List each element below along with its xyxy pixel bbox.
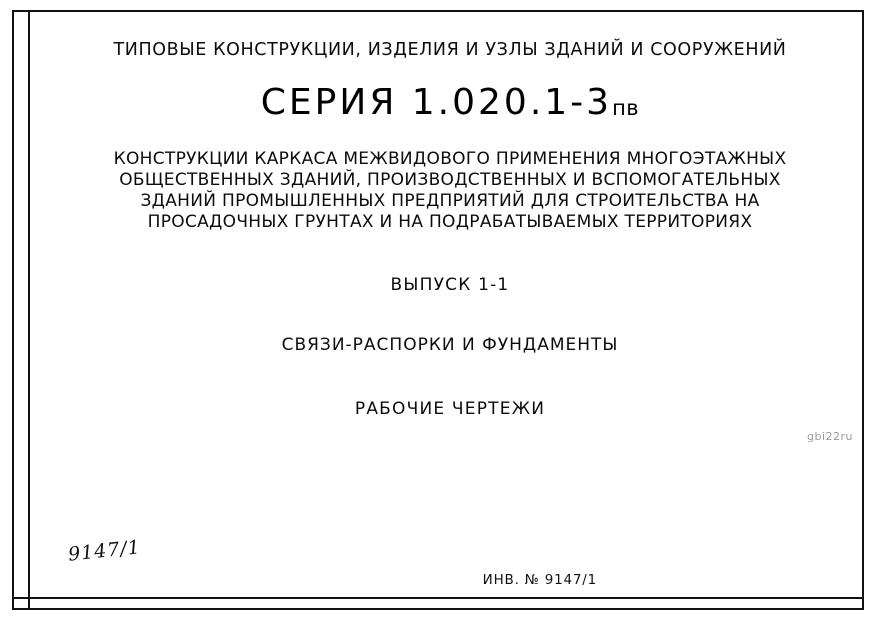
watermark-text: gbi22ru (806, 430, 853, 443)
series-number: СЕРИЯ 1.020.1-3 (260, 82, 613, 123)
inventory-number: ИНВ. № 9147/1 (482, 572, 597, 588)
description-line: ОБЩЕСТВЕННЫХ ЗДАНИЙ, ПРОИЗВОДСТВЕННЫХ И ВСПОМОГАТЕЛЬНЫХ (119, 170, 781, 190)
series-designation (40, 82, 860, 123)
description-line: КОНСТРУКЦИИ КАРКАСА МЕЖВИДОВОГО ПРИМЕНЕНИЯ МНОГОЭТАЖНЫХ (113, 149, 787, 169)
document-description (40, 149, 860, 233)
title-block (40, 10, 860, 595)
description-line: ЗДАНИЙ ПРОМЫШЛЕННЫХ ПРЕДПРИЯТИЙ ДЛЯ СТРОИТЕЛЬСТВА НА (140, 191, 760, 211)
handwritten-inventory-note: 9147/1 (67, 536, 142, 566)
issue-number: ВЫПУСК 1-1 (390, 275, 510, 295)
document-header-line: ТИПОВЫЕ КОНСТРУКЦИИ, ИЗДЕЛИЯ И УЗЛЫ ЗДАНИЙ И СООРУЖЕНИЙ (113, 40, 787, 60)
series-suffix: пв (612, 96, 640, 120)
document-type: РАБОЧИЕ ЧЕРТЕЖИ (354, 399, 546, 419)
page-border-bottom-rule (12, 597, 864, 599)
description-line: ПРОСАДОЧНЫХ ГРУНТАХ И НА ПОДРАБАТЫВАЕМЫХ ТЕРРИТОРИЯХ (147, 212, 753, 232)
page-border-left-rule (28, 10, 30, 610)
issue-subject: СВЯЗИ-РАСПОРКИ И ФУНДАМЕНТЫ (281, 335, 619, 355)
